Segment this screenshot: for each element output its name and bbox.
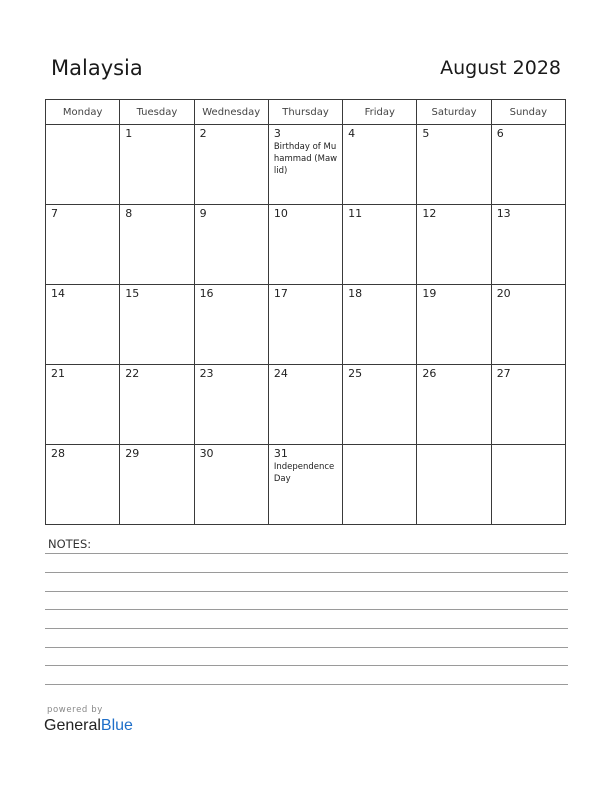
day-cell bbox=[268, 365, 342, 445]
day-number: 8 bbox=[125, 207, 133, 220]
day-cell bbox=[343, 205, 417, 285]
notes-label: NOTES: bbox=[48, 537, 92, 551]
day-number: 22 bbox=[125, 367, 140, 380]
day-cell bbox=[268, 205, 342, 285]
day-number: 11 bbox=[348, 207, 363, 220]
day-cell bbox=[417, 205, 491, 285]
day-cell bbox=[417, 445, 491, 525]
day-number: 21 bbox=[51, 367, 65, 380]
weekday-wednesday: Wednesday bbox=[194, 100, 268, 125]
month-title: August 2028 bbox=[440, 57, 561, 79]
day-number: 26 bbox=[422, 367, 437, 380]
day-cell bbox=[343, 125, 417, 205]
day-number: 9 bbox=[199, 207, 207, 220]
day-number: 25 bbox=[348, 367, 363, 380]
day-cell bbox=[120, 205, 194, 285]
day-cell bbox=[194, 205, 268, 285]
brand-blue: Blue bbox=[100, 717, 133, 734]
day-cell bbox=[46, 125, 120, 205]
notes-line bbox=[45, 591, 568, 592]
day-number: 31 bbox=[273, 447, 288, 460]
weekday-friday: Friday bbox=[343, 100, 417, 125]
notes-line bbox=[45, 572, 568, 573]
day-number: 15 bbox=[125, 287, 140, 300]
weekday-thursday: Thursday bbox=[268, 100, 342, 125]
week-row bbox=[46, 205, 566, 285]
day-cell bbox=[491, 365, 565, 445]
day-number: 3 bbox=[273, 127, 281, 140]
day-cell bbox=[46, 445, 120, 525]
week-row bbox=[46, 285, 566, 365]
day-cell bbox=[194, 445, 268, 525]
day-cell bbox=[417, 285, 491, 365]
day-number: 6 bbox=[496, 127, 504, 140]
day-number: 20 bbox=[496, 287, 511, 300]
day-number: 30 bbox=[199, 447, 214, 460]
weekday-monday: Monday bbox=[46, 100, 120, 125]
day-cell bbox=[343, 285, 417, 365]
day-cell bbox=[120, 285, 194, 365]
weekday-tuesday: Tuesday bbox=[120, 100, 194, 125]
week-row bbox=[46, 125, 566, 205]
notes-line bbox=[45, 609, 568, 610]
notes-line bbox=[45, 628, 568, 629]
day-number: 18 bbox=[348, 287, 363, 300]
day-cell bbox=[343, 445, 417, 525]
week-row bbox=[46, 365, 566, 445]
day-cell bbox=[343, 365, 417, 445]
week-row bbox=[46, 445, 566, 525]
day-cell bbox=[417, 365, 491, 445]
country-title: Malaysia bbox=[51, 56, 143, 80]
notes-line bbox=[45, 665, 568, 666]
day-number: 12 bbox=[422, 207, 437, 220]
day-cell bbox=[46, 285, 120, 365]
day-cell bbox=[491, 285, 565, 365]
brand-general: General bbox=[44, 717, 101, 734]
notes-line bbox=[45, 647, 568, 648]
day-number: 19 bbox=[422, 287, 437, 300]
day-number: 17 bbox=[273, 287, 288, 300]
day-cell bbox=[194, 365, 268, 445]
day-cell bbox=[491, 205, 565, 285]
holiday-label: Birthday of Muhammad (Mawlid) bbox=[273, 142, 338, 176]
day-number: 7 bbox=[51, 207, 58, 220]
powered-by-text: powered by bbox=[47, 705, 103, 715]
day-cell bbox=[194, 285, 268, 365]
day-number: 28 bbox=[51, 447, 65, 460]
holiday-label: Independence Day bbox=[273, 462, 335, 484]
day-number: 4 bbox=[348, 127, 356, 140]
day-number: 14 bbox=[51, 287, 65, 300]
day-cell bbox=[268, 285, 342, 365]
generalblue-logo bbox=[44, 717, 133, 735]
notes-line bbox=[45, 553, 568, 554]
day-number: 24 bbox=[273, 367, 288, 380]
day-number: 29 bbox=[125, 447, 140, 460]
weekday-saturday: Saturday bbox=[417, 100, 491, 125]
day-cell bbox=[46, 205, 120, 285]
day-cell bbox=[268, 445, 342, 525]
day-number: 16 bbox=[199, 287, 214, 300]
day-number: 1 bbox=[125, 127, 133, 140]
day-number: 13 bbox=[496, 207, 511, 220]
day-cell bbox=[46, 365, 120, 445]
calendar-grid bbox=[45, 99, 566, 525]
weekday-header-row bbox=[46, 100, 566, 125]
day-cell bbox=[120, 445, 194, 525]
day-cell bbox=[194, 125, 268, 205]
day-cell bbox=[417, 125, 491, 205]
day-number: 5 bbox=[422, 127, 430, 140]
day-number: 23 bbox=[199, 367, 214, 380]
day-cell bbox=[120, 125, 194, 205]
day-number: 10 bbox=[273, 207, 288, 220]
day-number: 27 bbox=[496, 367, 511, 380]
day-cell bbox=[491, 125, 565, 205]
day-cell bbox=[120, 365, 194, 445]
day-cell bbox=[491, 445, 565, 525]
notes-line bbox=[45, 684, 568, 685]
day-number: 2 bbox=[199, 127, 207, 140]
weekday-sunday: Sunday bbox=[491, 100, 565, 125]
day-cell bbox=[268, 125, 342, 205]
